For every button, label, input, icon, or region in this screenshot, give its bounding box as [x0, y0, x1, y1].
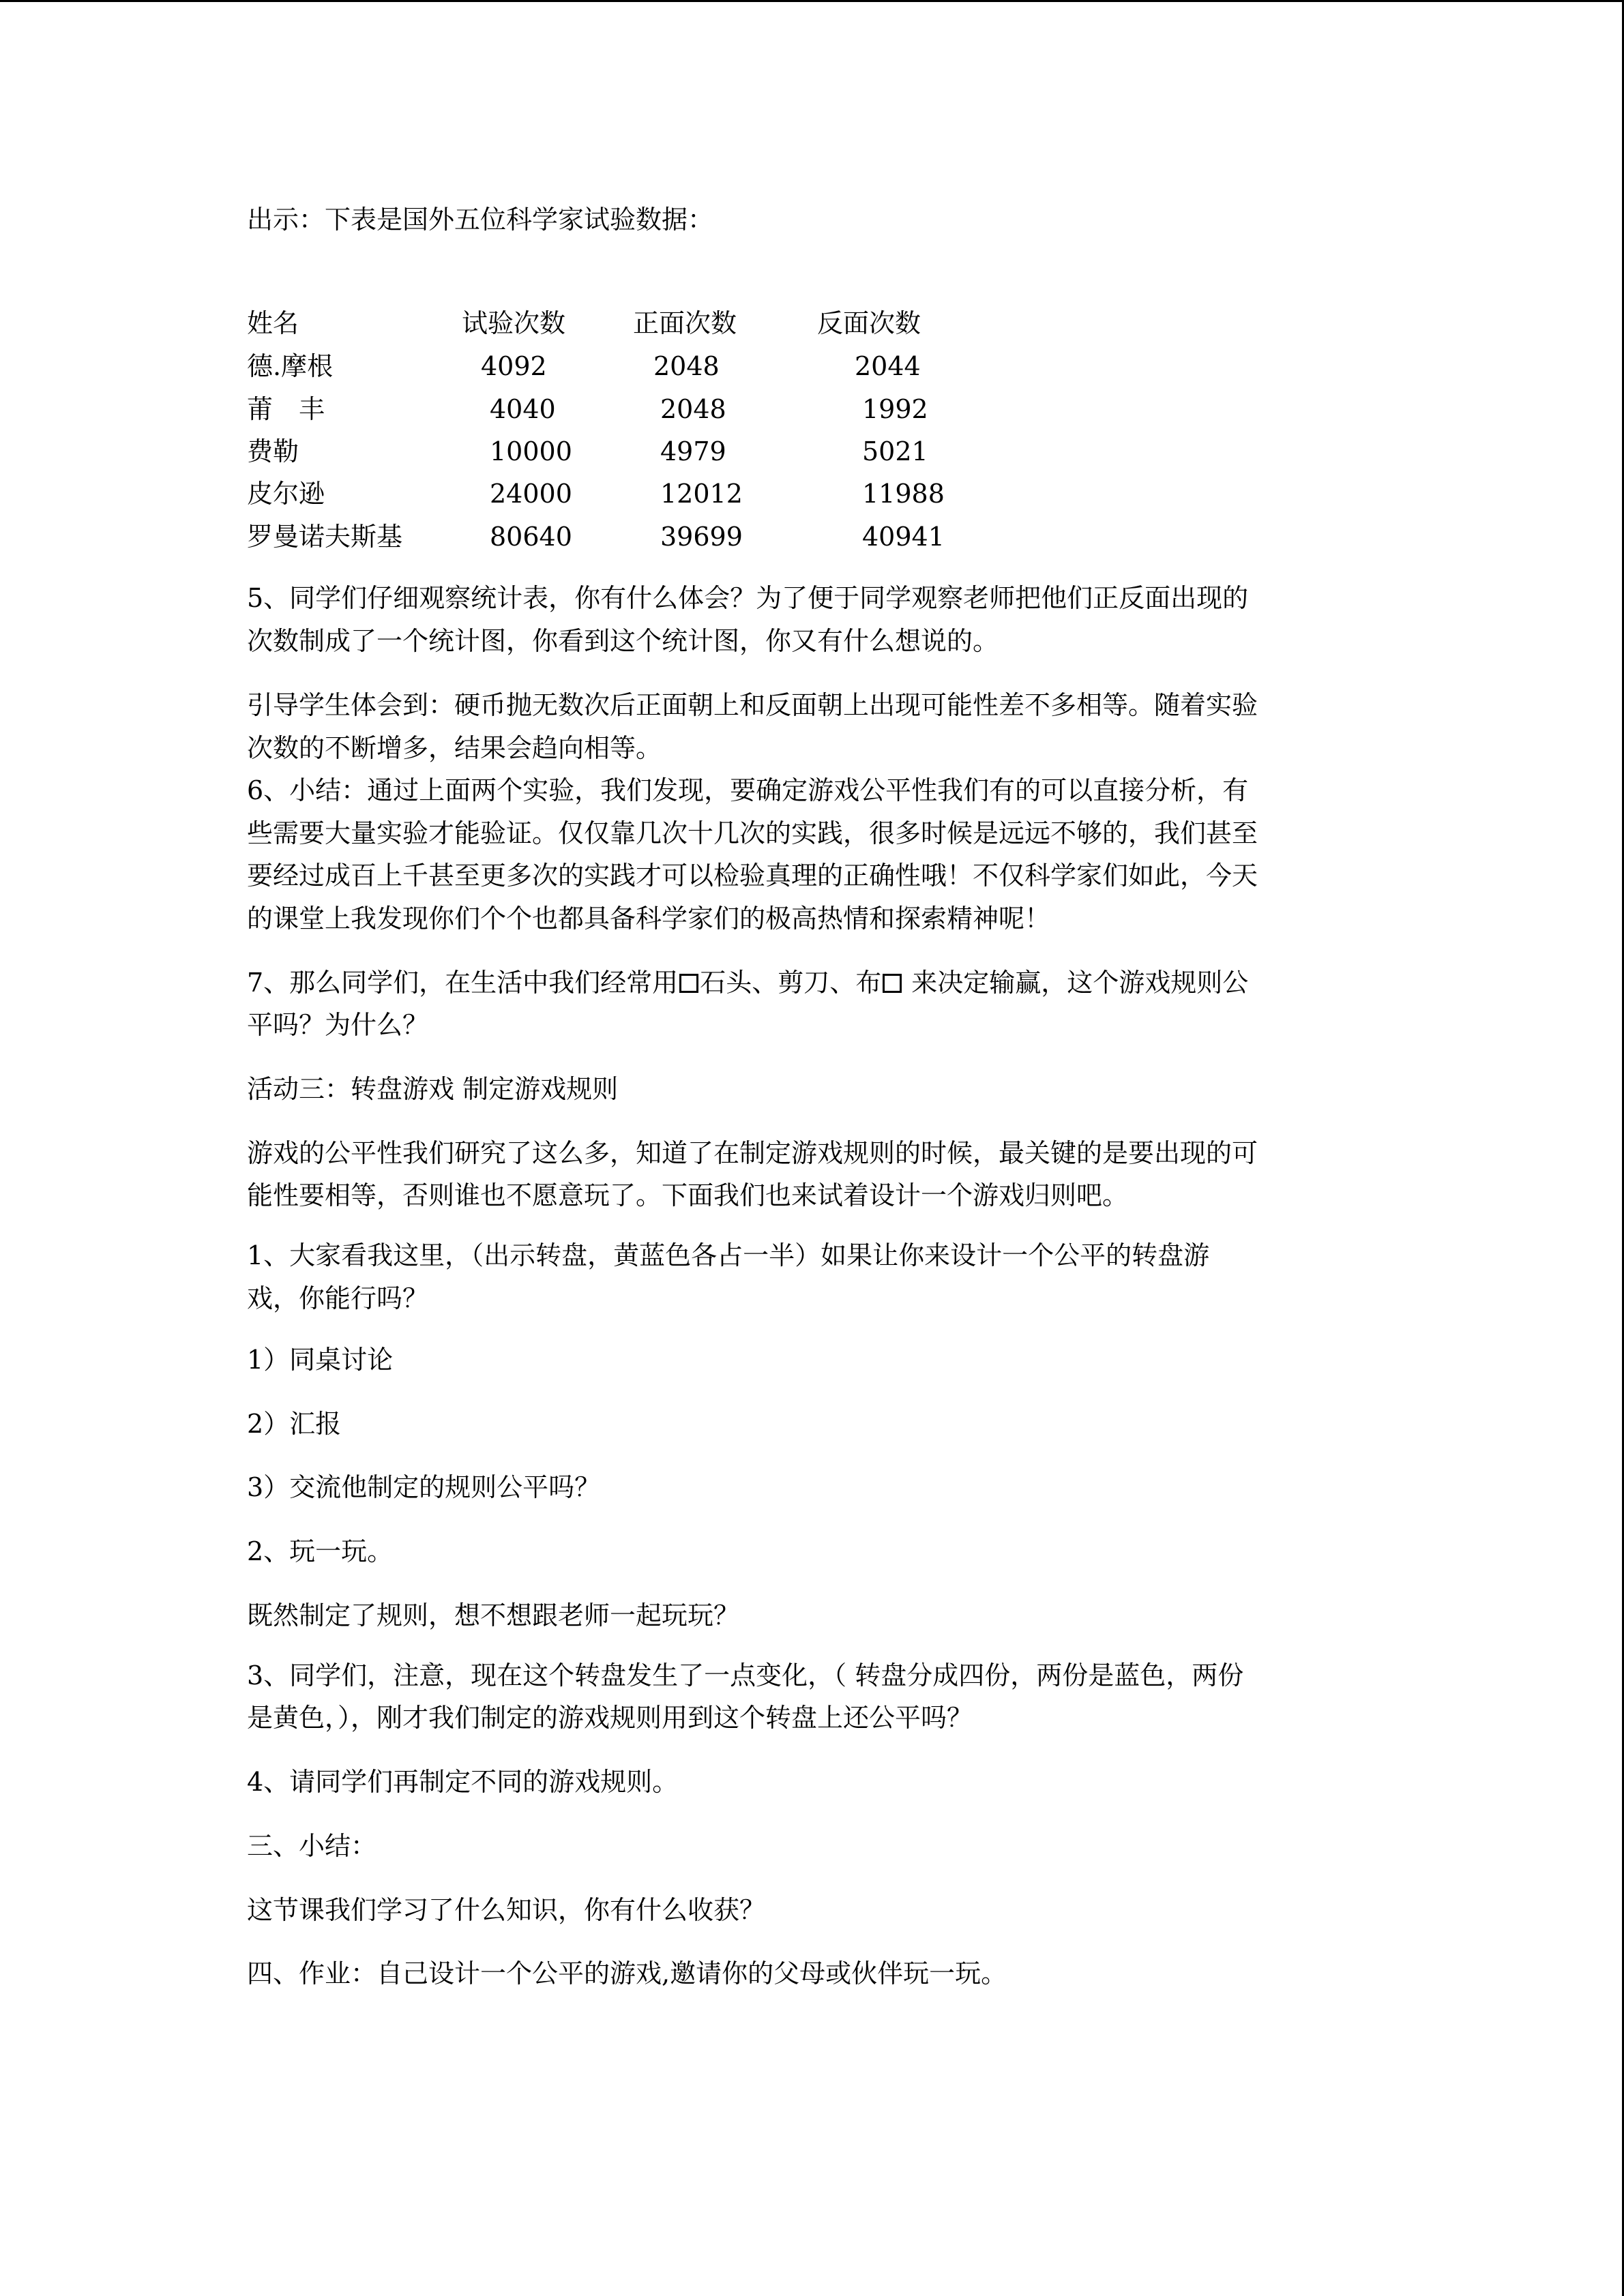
paragraph-line: 戏，你能行吗？ — [247, 1283, 429, 1313]
row-trials: 10000 — [490, 436, 572, 466]
row-tails: 1992 — [862, 394, 928, 424]
row-tails: 40941 — [862, 522, 945, 552]
paragraph-line: 次数制成了一个统计图，你看到这个统计图，你又有什么想说的。 — [247, 626, 999, 656]
row-tails: 5021 — [862, 436, 928, 466]
p7-text-before: 7、那么同学们，在生活中我们经常用 — [247, 968, 679, 998]
header-name: 姓名 — [247, 308, 299, 338]
paragraph-line: 游戏的公平性我们研究了这么多，知道了在制定游戏规则的时候，最关键的是要出现的可 — [247, 1138, 1258, 1168]
p7-text-middle: 石头、剪刀、布 — [700, 968, 882, 998]
row-trials: 24000 — [490, 479, 572, 509]
paragraph-line: 次数的不断增多，结果会趋向相等。 — [247, 733, 662, 763]
paragraph-line: 1、大家看我这里，（出示转盘，黄蓝色各占一半）如果让你来设计一个公平的转盘游 — [247, 1240, 1210, 1270]
checkbox-icon — [883, 974, 902, 993]
sub-item-1: 1）同桌讨论 — [247, 1345, 394, 1375]
paragraph-line: 平吗？为什么？ — [247, 1010, 429, 1040]
homework-line: 四、作业：自己设计一个公平的游戏,邀请你的父母或伙伴玩一玩。 — [247, 1958, 1007, 1988]
summary-question: 这节课我们学习了什么知识，你有什么收获？ — [247, 1895, 766, 1925]
page-top-border — [0, 0, 1624, 2]
summary-heading: 三、小结： — [247, 1831, 377, 1861]
activity-3-heading: 活动三：转盘游戏 制定游戏规则 — [247, 1074, 619, 1104]
paragraph-line: 能性要相等，否则谁也不愿意玩了。下面我们也来试着设计一个游戏归则吧。 — [247, 1180, 1129, 1210]
header-trials: 试验次数 — [462, 308, 566, 338]
row-heads: 12012 — [660, 479, 743, 509]
row-heads: 2048 — [653, 351, 720, 381]
row-name: 皮尔逊 — [247, 479, 325, 509]
paragraph-line: 些需要大量实验才能验证。仅仅靠几次十几次的实践，很多时候是远远不够的，我们甚至 — [247, 818, 1258, 848]
row-tails: 11988 — [862, 479, 945, 509]
row-name: 费勒 — [247, 436, 299, 466]
p7-text-after: 来决定输赢，这个游戏规则公 — [903, 968, 1249, 998]
paragraph-line: 5、同学们仔细观察统计表，你有什么体会？为了便于同学观察老师把他们正反面出现的 — [247, 583, 1249, 613]
row-heads: 39699 — [660, 522, 743, 552]
sub-item-3: 3）交流他制定的规则公平吗？ — [247, 1472, 601, 1502]
intro-line: 出示：下表是国外五位科学家试验数据： — [247, 205, 714, 235]
paragraph-line: 引导学生体会到：硬币抛无数次后正面朝上和反面朝上出现可能性差不多相等。随着实验 — [247, 690, 1258, 720]
item-4: 4、请同学们再制定不同的游戏规则。 — [247, 1767, 679, 1797]
row-name: 罗曼诺夫斯基 — [247, 522, 403, 552]
since-line: 既然制定了规则，想不想跟老师一起玩玩？ — [247, 1600, 740, 1630]
row-trials: 4092 — [481, 351, 547, 381]
row-trials: 80640 — [490, 522, 572, 552]
row-trials: 4040 — [490, 394, 556, 424]
paragraph-line: 3、同学们，注意，现在这个转盘发生了一点变化，（ 转盘分成四份，两份是蓝色，两份 — [247, 1660, 1244, 1690]
row-heads: 2048 — [660, 394, 726, 424]
row-heads: 4979 — [660, 436, 726, 466]
paragraph-line: 要经过成百上千甚至更多次的实践才可以检验真理的正确性哦！不仅科学家们如此，今天 — [247, 861, 1258, 891]
sub-item-2: 2）汇报 — [247, 1409, 342, 1439]
paragraph-line: 6、小结：通过上面两个实验，我们发现，要确定游戏公平性我们有的可以直接分析，有 — [247, 775, 1249, 805]
checkbox-icon — [679, 974, 698, 993]
paragraph-line: 是黄色，），刚才我们制定的游戏规则用到这个转盘上还公平吗？ — [247, 1703, 973, 1733]
header-heads: 正面次数 — [633, 308, 737, 338]
row-name: 德.摩根 — [247, 351, 334, 381]
row-tails: 2044 — [855, 351, 921, 381]
header-tails: 反面次数 — [817, 308, 921, 338]
paragraph-line — [247, 966, 1248, 1000]
paragraph-line: 的课堂上我发现你们个个也都具备科学家们的极高热情和探索精神呢！ — [247, 904, 1051, 934]
row-name: 莆 丰 — [247, 394, 325, 424]
item-2: 2、玩一玩。 — [247, 1536, 394, 1566]
